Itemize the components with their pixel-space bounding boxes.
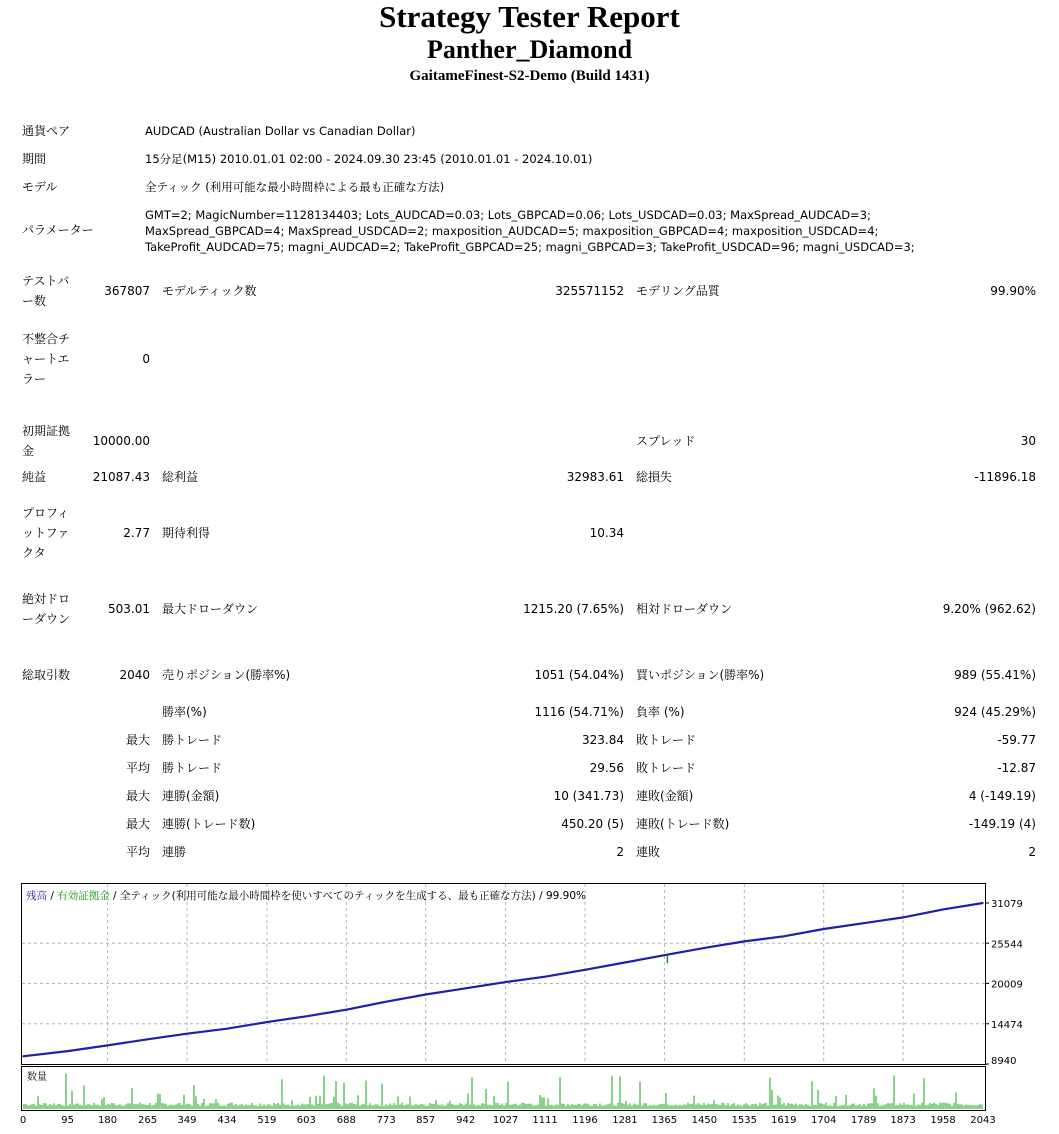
balance-point xyxy=(505,981,507,983)
legend-equity: 有効証拠金 xyxy=(57,890,110,902)
cons-losses-count-value: -149.19 (4) xyxy=(968,817,1036,831)
balance-point xyxy=(664,954,666,956)
x-tick-label: 1027 xyxy=(492,1115,519,1126)
balance-point xyxy=(425,994,427,996)
cons-wins-money-value: 10 (341.73) xyxy=(553,789,624,803)
rel-dd-label: 相対ドローダウン xyxy=(636,602,733,616)
win-value: 1116 (54.71%) xyxy=(534,705,624,719)
balance-point xyxy=(22,1055,24,1057)
x-tick-label: 773 xyxy=(376,1115,396,1126)
loss-label: 負率 (%) xyxy=(636,705,685,719)
gross-loss-label: 総損失 xyxy=(636,470,673,484)
y-tick-label: 8940 xyxy=(991,1056,1017,1067)
x-tick-label: 434 xyxy=(217,1115,237,1126)
balance-point xyxy=(306,1015,308,1017)
model-label: モデル xyxy=(22,180,58,194)
y-tick-label: 25544 xyxy=(991,939,1023,951)
max-dd-label: 最大ドローダウン xyxy=(162,602,259,616)
x-tick-label: 95 xyxy=(61,1115,75,1126)
volume-chart xyxy=(21,1066,1051,1132)
balance-point xyxy=(942,909,944,911)
y-tick-label: 20009 xyxy=(991,979,1023,991)
max-dd-value: 1215.20 (7.65%) xyxy=(523,602,624,616)
balance-point xyxy=(186,1033,188,1035)
x-tick-label: 1365 xyxy=(651,1115,678,1126)
stats-row-winrate xyxy=(16,698,1042,726)
balance-point xyxy=(982,902,984,904)
period-value: 15分足(M15) 2010.01.01 02:00 - 2024.09.30 23:45 (2010.01.01 - 2024.10.01) xyxy=(145,152,593,166)
cons-wins-count-label: 連勝(トレード数) xyxy=(162,817,256,831)
legend-sep-2: / xyxy=(109,890,120,902)
params-label: パラメーター xyxy=(22,223,94,237)
largest-loss-value: -59.77 xyxy=(997,733,1036,747)
gross-profit-label: 総利益 xyxy=(162,470,199,484)
loss-value: 924 (45.29%) xyxy=(954,705,1036,719)
cons-losses-money-value: 4 (-149.19) xyxy=(968,789,1036,803)
stats-row-avg-cons xyxy=(16,838,1042,866)
balance-point xyxy=(465,987,467,989)
avg-win-value: 29.56 xyxy=(589,761,624,775)
stats-row-deposit xyxy=(16,418,1042,464)
x-tick-label: 349 xyxy=(177,1115,197,1126)
win-label: 勝率(%) xyxy=(162,705,207,719)
balance-point xyxy=(624,962,626,964)
payoff-label: 期待利得 xyxy=(162,526,211,540)
largest-win-label: 勝トレード xyxy=(162,733,223,747)
deposit-label: 初期証拠金 xyxy=(22,424,71,458)
avg-loss-value: -12.87 xyxy=(997,761,1036,775)
bars-label: テストバー数 xyxy=(22,274,70,308)
ea-name: Panther_Diamond xyxy=(426,35,633,64)
abs-dd-value: 503.01 xyxy=(108,602,150,616)
symbol-label: 通貨ペア xyxy=(22,124,71,138)
max-label-2: 最大 xyxy=(125,817,150,831)
balance-point xyxy=(345,1009,347,1011)
balance-point xyxy=(783,935,785,937)
trades-label: 総取引数 xyxy=(22,668,71,682)
y-tick-label: 31079 xyxy=(991,899,1023,910)
mismatch-value: 0 xyxy=(142,352,150,366)
max-label-1: 最大 xyxy=(125,789,150,803)
x-axis-ticks xyxy=(20,1115,996,1126)
balance-point xyxy=(902,917,904,919)
x-tick-label: 603 xyxy=(296,1115,316,1126)
y-axis-ticks xyxy=(985,899,1023,1067)
stats-row-average xyxy=(16,754,1042,782)
x-tick-label: 0 xyxy=(19,1115,27,1126)
ticks-value: 325571152 xyxy=(555,284,624,298)
balance-point xyxy=(863,922,865,924)
net-value: 21087.43 xyxy=(92,470,150,484)
quality-value: 99.90% xyxy=(990,284,1036,298)
x-tick-label: 1619 xyxy=(771,1115,797,1126)
x-tick-label: 2043 xyxy=(970,1115,996,1126)
abs-dd-label: 絶対ドローダウン xyxy=(22,592,71,626)
avg-loss-label: 敗トレード xyxy=(636,761,697,775)
x-tick-label: 688 xyxy=(336,1115,356,1126)
quality-label: モデリング品質 xyxy=(636,284,720,298)
bars-value: 367807 xyxy=(104,284,150,298)
x-tick-label: 1958 xyxy=(930,1115,956,1126)
average-label: 平均 xyxy=(125,761,150,775)
x-tick-label: 1873 xyxy=(890,1115,916,1126)
gross-profit-value: 32983.61 xyxy=(566,470,624,484)
balance-point xyxy=(147,1039,149,1041)
avg-cons-losses-label: 連敗 xyxy=(636,845,661,859)
stats-row-cons-count xyxy=(16,810,1042,838)
avg-win-label: 勝トレード xyxy=(162,761,223,775)
payoff-value: 10.34 xyxy=(589,526,624,540)
cons-wins-count-value: 450.20 (5) xyxy=(561,817,624,831)
legend-model-info: 全ティック(利用可能な最小時間枠を使いすべてのティックを生成する、最も正確な方法) / 99.90% xyxy=(119,890,586,902)
x-tick-label: 1111 xyxy=(532,1115,558,1126)
balance-point xyxy=(823,928,825,930)
pf-value: 2.77 xyxy=(123,526,150,540)
symbol-value: AUDCAD (Australian Dollar vs Canadian Dollar) xyxy=(145,124,416,138)
largest-loss-label: 敗トレード xyxy=(636,733,697,747)
server-build: GaitameFinest-S2-Demo (Build 1431) xyxy=(409,68,650,84)
balance-point xyxy=(385,1001,387,1003)
balance-point xyxy=(107,1045,109,1047)
stats-row-cons-money xyxy=(16,782,1042,810)
stats-row-dd xyxy=(16,576,1042,642)
net-label: 純益 xyxy=(22,470,47,484)
balance-point xyxy=(67,1050,69,1052)
avg-cons-losses-value: 2 xyxy=(1028,845,1036,859)
stats-table xyxy=(16,268,1042,866)
balance-point xyxy=(584,969,586,971)
x-tick-label: 1535 xyxy=(731,1115,758,1126)
x-tick-label: 180 xyxy=(98,1115,118,1126)
stats-row-net xyxy=(16,464,1042,490)
ticks-label: モデルティック数 xyxy=(162,284,257,298)
stats-row-mismatch xyxy=(16,314,1042,404)
params-line-3: TakeProfit_AUDCAD=75; magni_AUDCAD=2; TakeProfit_GBPCAD=25; magni_GBPCAD=3; TakeProfit_USDCAD=96; magni_USDCAD=3; xyxy=(145,240,915,254)
pf-label: プロフィットファクタ xyxy=(22,506,70,560)
balance-point xyxy=(226,1028,228,1030)
x-tick-label: 1704 xyxy=(810,1115,837,1126)
cons-losses-money-label: 連敗(金額) xyxy=(636,789,694,803)
params-line-1: GMT=2; MagicNumber=1128134403; Lots_AUDCAD=0.03; Lots_GBPCAD=0.06; Lots_USDCAD=0.03; MaxSpread_AUDCAD=3; xyxy=(145,208,871,222)
deposit-value: 10000.00 xyxy=(92,434,150,448)
gross-loss-value: -11896.18 xyxy=(974,470,1036,484)
rel-dd-value: 9.20% (962.62) xyxy=(942,602,1036,616)
volume-label: 数量 xyxy=(27,1072,47,1083)
short-value: 1051 (54.04%) xyxy=(534,668,624,682)
mismatch-label: 不整合チャートエラー xyxy=(22,332,71,386)
balance-point xyxy=(704,947,706,949)
largest-win-value: 323.84 xyxy=(582,733,624,747)
x-tick-label: 942 xyxy=(456,1115,476,1126)
legend-sep-1: / xyxy=(47,890,58,902)
x-tick-label: 857 xyxy=(416,1115,436,1126)
stats-row-pf xyxy=(16,490,1042,576)
balance-chart xyxy=(21,883,1051,1065)
report-title: Strategy Tester Report xyxy=(379,0,680,34)
balance-point xyxy=(266,1021,268,1023)
model-value: 全ティック (利用可能な最小時間枠による最も正確な方法) xyxy=(145,180,445,194)
stats-row-bars xyxy=(16,268,1042,314)
short-label: 売りポジション(勝率%) xyxy=(162,668,291,682)
avg-cons-wins-value: 2 xyxy=(616,845,624,859)
avg-label-2: 平均 xyxy=(125,845,150,859)
largest-label: 最大 xyxy=(125,733,150,747)
long-value: 989 (55.41%) xyxy=(954,668,1036,682)
x-tick-label: 1789 xyxy=(850,1115,877,1126)
balance-point xyxy=(743,941,745,943)
period-label: 期間 xyxy=(22,152,47,166)
stats-row-largest xyxy=(16,726,1042,754)
params-line-2: MaxSpread_GBPCAD=4; MaxSpread_USDCAD=2; maxposition_AUDCAD=5; maxposition_GBPCAD=4; maxposition_USDCAD=4; xyxy=(145,224,879,238)
legend-balance: 残高 xyxy=(26,890,47,902)
x-tick-label: 1450 xyxy=(691,1115,718,1126)
x-tick-label: 1196 xyxy=(572,1115,598,1126)
trades-value: 2040 xyxy=(119,668,150,682)
x-tick-label: 519 xyxy=(257,1115,277,1126)
spread-value: 30 xyxy=(1020,434,1036,448)
cons-wins-money-label: 連勝(金額) xyxy=(162,789,220,803)
long-label: 買いポジション(勝率%) xyxy=(636,668,765,682)
stats-row-trades xyxy=(16,652,1042,698)
svg-text:残高 / 有効証拠金 / 全ティック(利用可能な最小時間枠を xyxy=(26,889,586,902)
cons-losses-count-label: 連敗(トレード数) xyxy=(636,817,730,831)
spread-label: スプレッド xyxy=(636,434,696,448)
x-tick-label: 1281 xyxy=(612,1115,638,1126)
avg-cons-wins-label: 連勝 xyxy=(162,845,187,859)
y-tick-label: 14474 xyxy=(991,1019,1023,1031)
balance-point xyxy=(544,976,546,978)
x-tick-label: 265 xyxy=(137,1115,158,1126)
